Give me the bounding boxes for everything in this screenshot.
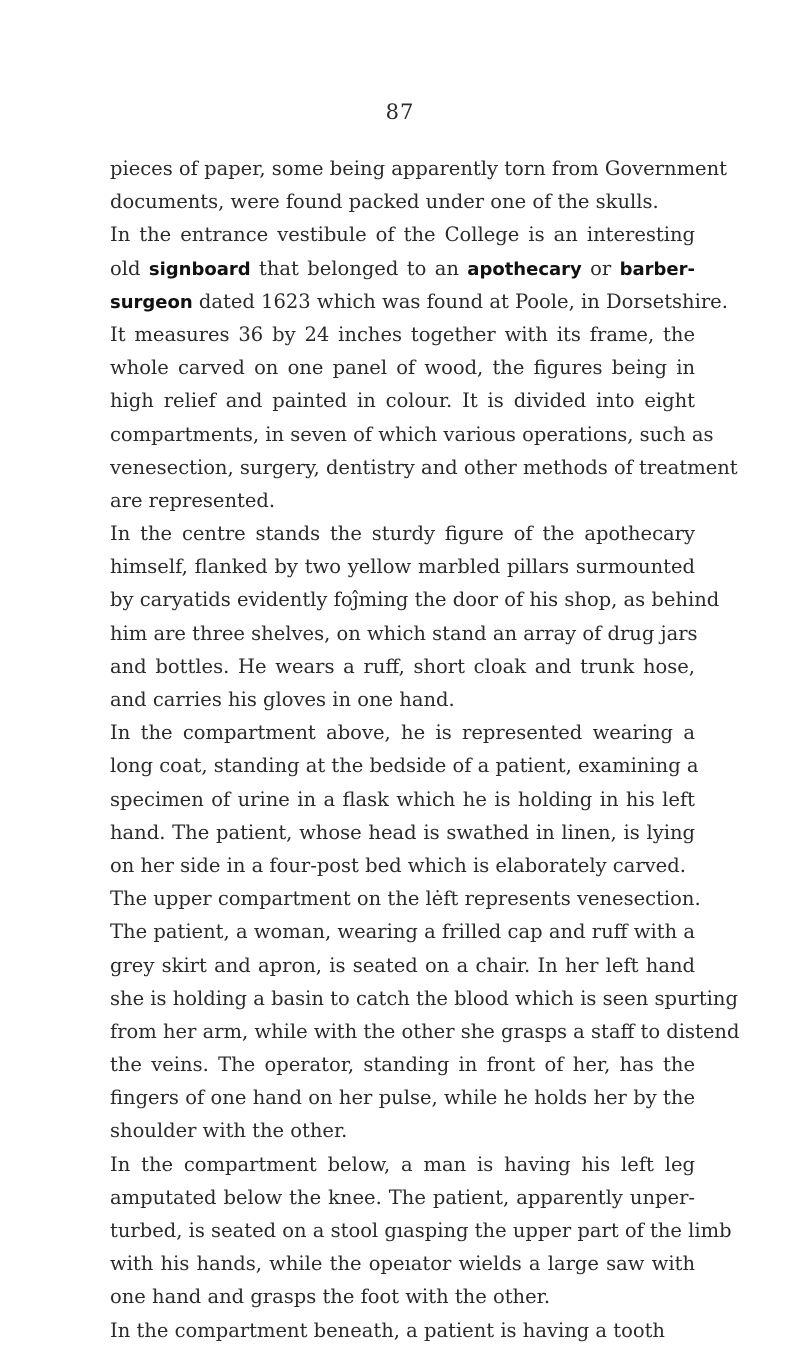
text-segment: In the compartment below, a man is having his left leg <box>110 1152 695 1176</box>
text-line <box>110 517 695 550</box>
text-line <box>110 749 699 782</box>
text-line <box>110 949 695 982</box>
text-segment: venesection, surgery, dentistry and other methods of treatment <box>110 455 738 479</box>
text-line <box>110 484 695 517</box>
text-segment: with his hands, while the opeıator wields a large saw with <box>110 1252 695 1276</box>
text-segment: In the entrance vestibule of the College is an interesting <box>110 223 695 247</box>
text-segment: whole carved on one panel of wood, the figures being in <box>110 356 695 380</box>
text-line <box>110 1015 740 1048</box>
text-segment: long coat, standing at the bedside of a patient, examining a <box>110 754 699 778</box>
text-segment: amputated below the knee. The patient, apparently unper- <box>110 1185 695 1209</box>
text-segment: are represented. <box>110 488 276 512</box>
text-line <box>110 451 738 484</box>
text-segment: on her side in a four-post bed which is elaborately carved. <box>110 853 686 877</box>
text-segment: The upper compartment on the lėft represents venesection. <box>110 887 701 911</box>
text-segment: In the compartment beneath, a patient is having a tooth <box>110 1318 665 1342</box>
text-segment: hand. The patient, whose head is swathed in linen, is lying <box>110 820 695 844</box>
text-segment: by caryatids evidently foĵming the door of his shop, as behind <box>110 588 720 612</box>
text-segment: In the compartment above, he is represented wearing a <box>110 721 695 745</box>
text-segment: from her arm, while with the other she grasps a staff to distend <box>110 1019 740 1043</box>
text-segment: one hand and grasps the foot with the other. <box>110 1285 551 1309</box>
text-line <box>110 218 695 251</box>
text-line <box>110 1280 695 1313</box>
text-line <box>110 1114 695 1147</box>
text-line <box>110 384 695 417</box>
text-segment: The patient, a woman, wearing a frilled cap and ruff with a <box>110 920 695 944</box>
text-line <box>110 252 695 285</box>
page-number: 87 <box>385 100 415 124</box>
text-segment: turbed, is seated on a stool gıasping the upper part of the limb <box>110 1219 732 1242</box>
text-segment: the veins. The operator, standing in front of her, has the <box>110 1053 695 1077</box>
text-line <box>110 1214 732 1247</box>
text-line <box>110 1181 695 1214</box>
text-line <box>110 351 695 384</box>
text-line <box>110 318 695 351</box>
text-segment: high relief and painted in colour. It is divided into eight <box>110 389 695 413</box>
text-line <box>110 650 695 683</box>
text-segment: specimen of urine in a flask which he is holding in his left <box>110 787 695 811</box>
keyword-highlight: surgeon <box>110 291 193 313</box>
text-line <box>110 418 714 451</box>
text-line <box>110 816 695 849</box>
text-segment: him are three shelves, on which stand an array of drug jars <box>110 621 698 645</box>
text-segment: In the centre stands the sturdy figure of the apothecary <box>110 522 695 546</box>
text-line <box>110 285 728 318</box>
text-line <box>110 849 695 882</box>
text-line <box>110 1048 695 1081</box>
text-segment: dated 1623 which was found at Poole, in Dorsetshire. <box>192 289 728 313</box>
text-segment: and carries his gloves in one hand. <box>110 688 455 711</box>
text-line <box>110 1314 695 1347</box>
text-line <box>110 783 695 816</box>
text-segment: It measures 36 by 24 inches together with its frame, the <box>110 322 695 346</box>
text-line <box>110 1148 695 1181</box>
text-segment: that belonged to an <box>250 256 468 280</box>
text-line <box>110 583 720 616</box>
text-line <box>110 1247 695 1280</box>
text-segment: and bottles. He wears a ruff, short cloak and trunk hose, <box>110 654 695 678</box>
text-line <box>110 982 738 1015</box>
text-line <box>110 617 698 650</box>
text-segment: himself, flanked by two yellow marbled pillars surmounted <box>110 555 695 579</box>
text-segment: pieces of paper, some being apparently torn from Government <box>110 157 727 180</box>
keyword-highlight: barber- <box>619 258 695 280</box>
text-line <box>110 915 695 948</box>
text-segment: or <box>581 256 620 280</box>
text-line <box>110 1081 695 1114</box>
text-segment: she is holding a basin to catch the blood which is seen spurting <box>110 986 738 1010</box>
text-segment: shoulder with the other. <box>110 1119 348 1143</box>
text-line <box>110 882 701 915</box>
keyword-highlight: apothecary <box>467 258 582 280</box>
text-segment: documents, were found packed under one of the skulls. <box>110 190 659 214</box>
text-line <box>110 716 695 749</box>
text-segment: compartments, in seven of which various operations, such as <box>110 422 714 446</box>
text-line <box>110 550 695 583</box>
text-segment: grey skirt and apron, is seated on a chair. In her left hand <box>110 953 695 977</box>
body-text <box>110 152 740 1347</box>
text-line <box>110 185 695 218</box>
text-segment: fingers of one hand on her pulse, while he holds her by the <box>110 1086 695 1110</box>
text-segment: old <box>110 256 149 280</box>
text-line <box>110 683 695 716</box>
keyword-highlight: signboard <box>148 258 251 280</box>
text-line <box>110 152 727 185</box>
